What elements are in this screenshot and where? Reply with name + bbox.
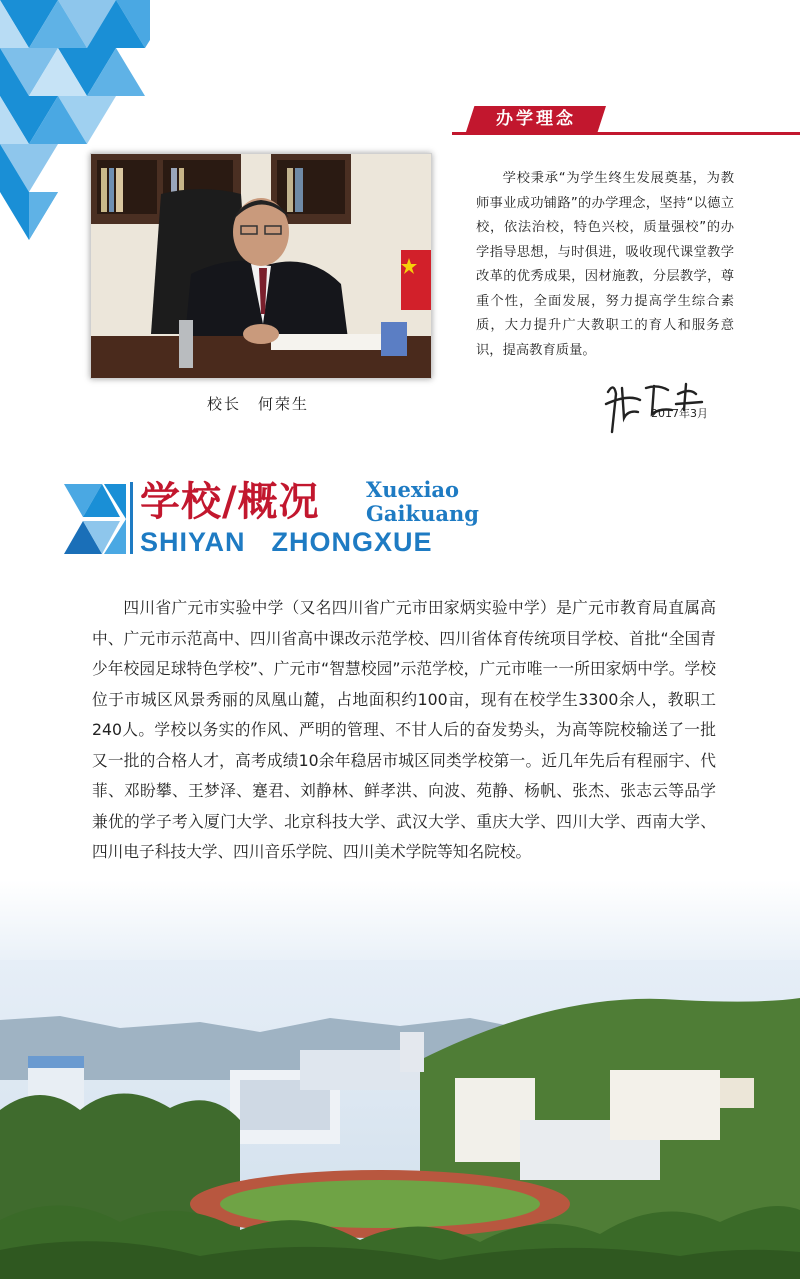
campus-panorama-image: [0, 960, 800, 1279]
principal-photo-illustration: [91, 154, 431, 378]
philosophy-text: 学校秉承“为学生终生发展奠基，为教师事业成功铺路”的办学理念，坚持“以德立校，依法治校，特色兴校，质量强校”的办学指导思想，与时俱进，吸收现代课堂教学改革的优秀成果，因材施教，分层教学，尊重个性，全面发展，努力提高学生综合素质，大力提升广大教职工的育人和服务意识，提高教育质量。: [476, 171, 734, 358]
title-en-part-b: ZHONGXUE: [271, 527, 433, 557]
title-pinyin-line1: Xuexiao: [366, 477, 460, 502]
title-cn-part-a: 学校: [140, 479, 222, 525]
school-logo-mark: [64, 484, 126, 554]
title-pinyin-line2: Gaikuang: [366, 501, 479, 526]
banner-underline: [452, 132, 800, 135]
school-overview-text: 四川省广元市实验中学（又名四川省广元市田家炳实验中学）是广元市教育局直属高中、广元市示范高中、四川省高中课改示范学校、四川省体育传统项目学校、首批“全国青少年校园足球特色学校”、广元市“智慧校园”示范学校，广元市唯一一所田家炳中学。学校位于市城区风景秀丽的凤凰山麓，占地面积约100亩，现有在校学生3300余人，教职工240人。学校以务实的作风、严明的管理、不甘人后的奋发势头，为高等院校输送了一批又一批的合格人才，高考成绩10余年稳居市城区同类学校第一。近几年先后有程丽宇、代菲、邓盼攀、王梦泽、蹇君、刘静林、鲜孝洪、向波、苑静、杨帆、张杰、张志云等品学兼优的学子考入厦门大学、北京科技大学、武汉大学、重庆大学、四川大学、西南大学、四川电子科技大学、四川音乐学院、四川美术学院等知名院校。: [92, 598, 716, 861]
section-title-chinese: [140, 478, 320, 526]
title-cn-part-b: 概况: [237, 479, 320, 525]
philosophy-banner: [452, 104, 800, 136]
title-divider-line: [130, 482, 133, 554]
title-english: [140, 527, 433, 558]
banner-title: 办学理念: [496, 109, 576, 129]
signature-date: 2017年3月: [651, 407, 708, 420]
principal-photo: [90, 153, 432, 379]
title-en-part-a: SHIYAN: [140, 527, 246, 557]
principal-caption: 校长 何荣生: [206, 395, 309, 413]
title-cn-slash: /: [222, 479, 238, 525]
